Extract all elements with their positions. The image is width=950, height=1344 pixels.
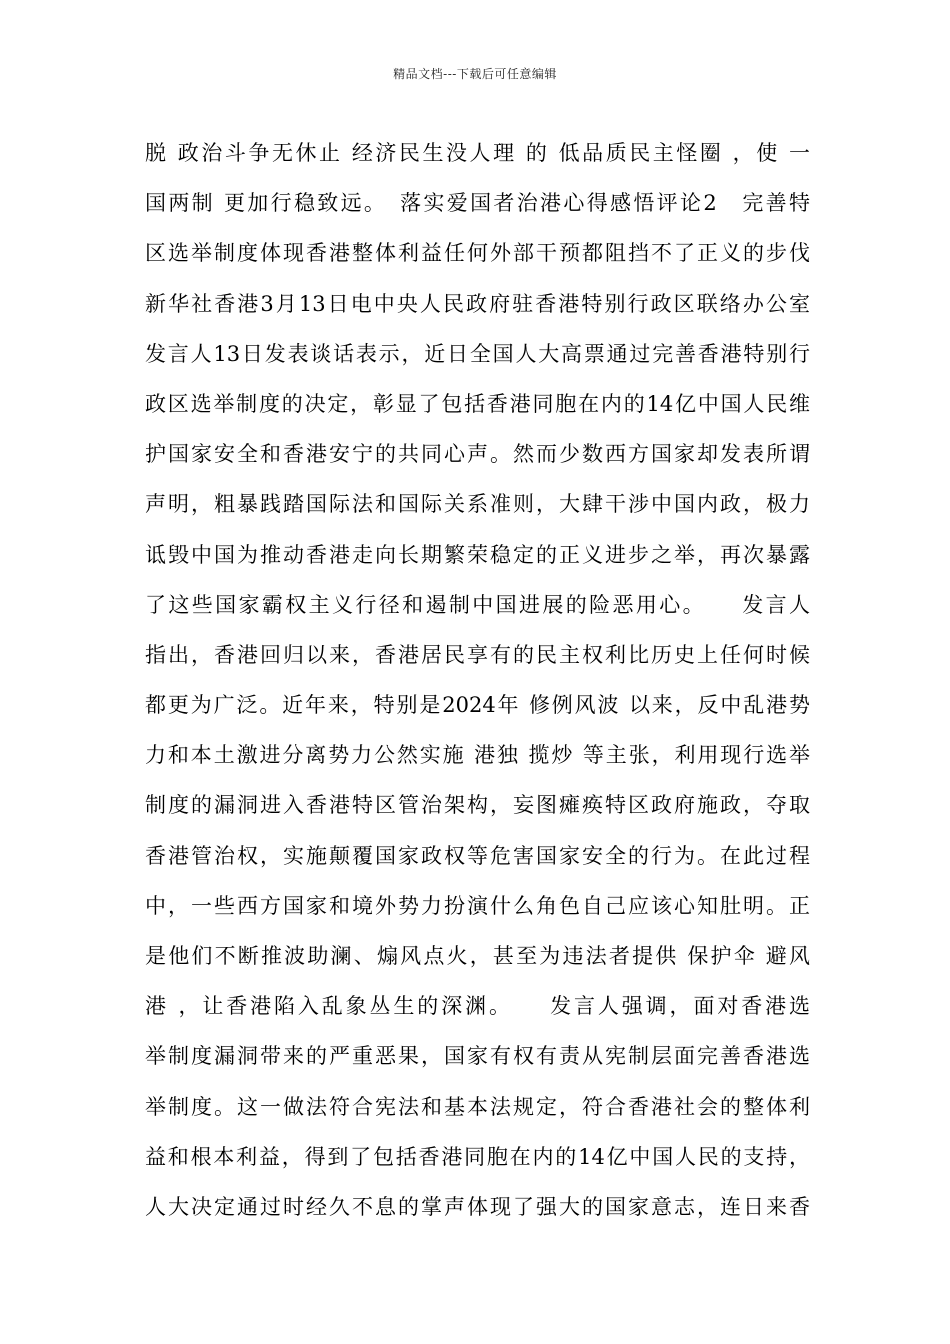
body-text: [145, 128, 810, 1232]
text-line: 人大决定通过时经久不息的掌声体现了强大的国家意志，连日来香: [145, 1194, 810, 1219]
text-line: 都更为广泛。近年来，特别是2024年 修例风波 以来，反中乱港势: [145, 693, 810, 718]
page-header: 精品文档---下载后可任意编辑: [393, 67, 557, 81]
text-line: 国两制 更加行稳致远。 落实爱国者治港心得感悟评论2 完善特: [145, 191, 810, 216]
text-line: 声明，粗暴践踏国际法和国际关系准则，大肆干涉中国内政，极力: [145, 492, 810, 517]
text-line: 新华社香港3月13日电中央人民政府驻香港特别行政区联络办公室: [145, 291, 810, 316]
text-line: 脱 政治斗争无休止 经济民生没人理 的 低品质民主怪圈 ，使 一: [145, 141, 810, 165]
text-line: 发言人13日发表谈话表示，近日全国人大高票通过完善香港特别行: [145, 341, 810, 366]
text-line: 是他们不断推波助澜、煽风点火，甚至为违法者提供 保护伞 避风: [145, 944, 810, 968]
text-line: 政区选举制度的决定，彰显了包括香港同胞在内的14亿中国人民维: [145, 391, 810, 416]
text-line: 制度的漏洞进入香港特区管治架构，妄图瘫痪特区政府施政，夺取: [145, 793, 810, 818]
text-line: 中，一些西方国家和境外势力扮演什么角色自己应该心知肚明。正: [145, 893, 810, 918]
text-line: 港 ，让香港陷入乱象丛生的深渊。 发言人强调，面对香港选: [145, 994, 810, 1019]
text-line: 力和本土激进分离势力公然实施 港独 揽炒 等主张，利用现行选举: [145, 743, 810, 768]
text-line: 益和根本利益，得到了包括香港同胞在内的14亿中国人民的支持，: [145, 1144, 810, 1169]
text-line: 护国家安全和香港安宁的共同心声。然而少数西方国家却发表所谓: [145, 442, 810, 467]
text-line: 香港管治权，实施颠覆国家政权等危害国家安全的行为。在此过程: [145, 843, 810, 868]
text-line: 举制度。这一做法符合宪法和基本法规定，符合香港社会的整体利: [145, 1094, 810, 1119]
text-line: 诋毁中国为推动香港走向长期繁荣稳定的正义进步之举，再次暴露: [145, 542, 810, 567]
text-line: 了这些国家霸权主义行径和遏制中国进展的险恶用心。 发言人: [145, 592, 810, 617]
text-line: 区选举制度体现香港整体利益任何外部干预都阻挡不了正义的步伐: [145, 241, 810, 266]
text-line: 举制度漏洞带来的严重恶果，国家有权有责从宪制层面完善香港选: [145, 1044, 810, 1069]
text-line: 指出，香港回归以来，香港居民享有的民主权利比历史上任何时候: [145, 642, 810, 667]
